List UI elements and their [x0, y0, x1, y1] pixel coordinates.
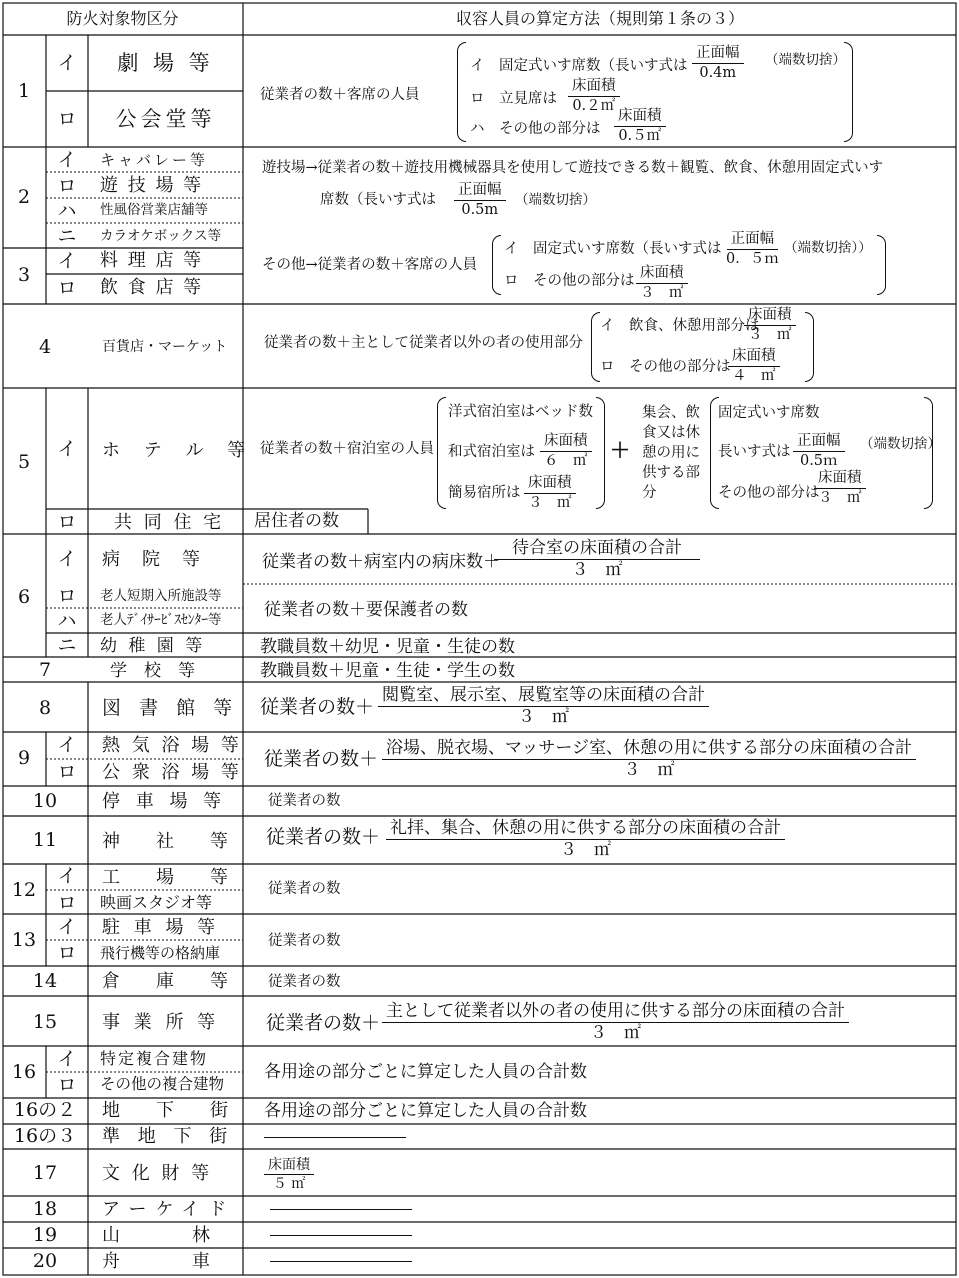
row18-not-applicable-line — [270, 1209, 412, 1210]
subclass-9-i: イ — [57, 734, 77, 756]
row2-gaming-line1: 遊技場→従業者の数＋遊技用機械器具を使用して遊技できる数＋観覧、飲食、休憩用固定式いす — [262, 160, 884, 176]
row-number-12: 12 — [11, 879, 37, 901]
class-name-public-hall: 公会堂等 — [115, 107, 216, 131]
subclass-6-ni: ニ — [57, 634, 77, 656]
class-name-library: 図 書 館 等 — [102, 697, 239, 719]
class-name-hangar: 飛行機等の格納庫 — [100, 944, 221, 962]
row-number-7: 7 — [38, 659, 52, 681]
row-number-14: 14 — [32, 970, 58, 992]
subclass-3-ro: ロ — [57, 277, 77, 299]
row7-formula: 教職員数＋児童・生徒・学生の数 — [260, 661, 515, 681]
row1-note-truncate: （端数切捨） — [765, 52, 846, 68]
class-name-day-service: 老人ﾃﾞｲｻｰﾋﾞｽｾﾝﾀｰ等 — [100, 612, 222, 628]
row-number-4: 4 — [38, 336, 52, 358]
class-name-specified-complex: 特定複合建物 — [100, 1049, 209, 1068]
class-name-arcade: アーケイド — [102, 1199, 236, 1220]
row-number-1: 1 — [17, 80, 31, 102]
row5-fraction-simple: 床面積 ３ ㎡ — [524, 476, 576, 510]
subclass-6-i: イ — [57, 548, 77, 570]
row5-assembly-4: 供する部 — [642, 465, 700, 481]
class-name-school: 学 校 等 — [110, 661, 195, 681]
row6-hospital-fraction: 待合室の床面積の合計 ３ ㎡ — [494, 540, 700, 579]
row4-item-i: イ 飲食、休憩用部分は — [600, 318, 760, 334]
row15-fraction: 主として従業者以外の者の使用に供する部分の床面積の合計 ３ ㎡ — [382, 1003, 849, 1042]
row5-assembly-1: 集会、飲 — [642, 405, 700, 421]
row6-kindergarten-formula: 教職員数＋幼児・児童・生徒の数 — [260, 637, 515, 657]
subclass-2-ro: ロ — [57, 175, 77, 197]
row-number-3: 3 — [17, 264, 31, 286]
row-number-10: 10 — [32, 790, 58, 812]
class-name-shrine: 神 社 等 — [102, 831, 228, 852]
class-name-underground-mall: 地 下 街 — [102, 1100, 228, 1121]
subclass-3-i: イ — [57, 250, 77, 272]
row16-2-formula: 各用途の部分ごとに算定した人員の合計数 — [264, 1101, 587, 1121]
row-number-2: 2 — [17, 186, 31, 208]
row8-formula-lead: 従業者の数＋ — [260, 696, 375, 718]
row5-assembly-2: 食又は休 — [642, 425, 700, 441]
class-name-adult-business: 性風俗営業店舗等 — [100, 202, 208, 218]
row23-right-brace — [877, 235, 886, 295]
row5-plus-sign: ＋ — [610, 438, 630, 462]
class-name-hotel: ホ テ ル 等 — [102, 440, 255, 461]
row1-fraction-i: 正面幅 0.4m — [692, 46, 744, 80]
row-number-16-3: 16の３ — [13, 1125, 77, 1147]
row-number-16: 16 — [11, 1061, 37, 1083]
class-name-theater: 劇 場 等 — [117, 51, 214, 75]
row16-formula: 各用途の部分ごとに算定した人員の合計数 — [264, 1062, 587, 1082]
row2-gaming-line2: 席数（長いす式は — [320, 192, 436, 208]
class-name-kindergarten: 幼 稚 園 等 — [100, 636, 206, 656]
row1-item-i: イ 固定式いす席数（長いす式は — [470, 58, 688, 74]
subclass-6-ha: ハ — [57, 610, 77, 632]
occupancy-table — [2, 2, 957, 1276]
row5-left-brace-a — [437, 397, 446, 509]
class-name-public-bath: 公 衆 浴 場 等 — [102, 762, 242, 783]
row-number-13: 13 — [11, 929, 37, 951]
row5-simple-lodging: 簡易宿所は — [448, 485, 521, 501]
row-number-8: 8 — [38, 697, 52, 719]
row5-western-rooms: 洋式宿泊室はベッド数 — [448, 404, 593, 420]
row-number-20: 20 — [32, 1250, 58, 1272]
row11-formula-lead: 従業者の数＋ — [266, 826, 381, 848]
row2-note-truncate: （端数切捨） — [515, 192, 596, 208]
row4-formula-lead: 従業者の数＋主として従業者以外の者の使用部分 — [264, 335, 583, 351]
row5-fixed-seats: 固定式いす席数 — [718, 405, 820, 421]
class-name-apartment: 共 同 住 宅 — [114, 512, 225, 533]
subclass-12-ro: ロ — [57, 892, 77, 914]
class-name-cabaret: キャバレー等 — [100, 151, 209, 169]
row9-fraction: 浴場、脱衣場、マッサージ室、休憩の用に供する部分の床面積の合計 ３ ㎡ — [382, 740, 916, 779]
row9-formula-lead: 従業者の数＋ — [264, 748, 379, 770]
row-number-9: 9 — [17, 747, 31, 769]
row15-formula-lead: 従業者の数＋ — [266, 1012, 381, 1034]
row23-other-lead: その他→従業者の数＋客席の人員 — [262, 257, 478, 273]
class-name-film-studio: 映画スタジオ等 — [100, 893, 213, 912]
row5-residents: 居住者の数 — [254, 511, 339, 531]
subclass-5-i: イ — [57, 438, 77, 460]
row-number-18: 18 — [32, 1198, 58, 1220]
class-name-station: 停 車 場 等 — [102, 791, 227, 812]
subclass-13-ro: ロ — [57, 942, 77, 964]
row4-fraction-i: 床面積 ３ ㎡ — [744, 308, 796, 342]
row5-right-brace-b — [924, 397, 933, 509]
subclass-16-i: イ — [57, 1048, 77, 1070]
row23-item-i: イ 固定式いす席数（長いす式は — [504, 241, 722, 257]
subclass-1-i: イ — [57, 52, 77, 74]
row14-formula: 従業者の数 — [268, 974, 341, 990]
row5-note-truncate: （端数切捨） — [860, 436, 941, 452]
row1-item-ro: ロ 立見席は — [470, 91, 557, 107]
row5-fraction-other: 床面積 ３ ㎡ — [814, 471, 866, 505]
row13-formula: 従業者の数 — [268, 933, 341, 949]
row4-right-brace — [805, 312, 814, 382]
row2-fraction-width: 正面幅 0.5m — [454, 183, 506, 217]
row5-right-brace-a — [596, 397, 605, 509]
class-name-other-complex: その他の複合建物 — [100, 1075, 225, 1093]
row5-bench-seats: 長いす式は — [718, 444, 791, 460]
subclass-2-ni: ニ — [57, 225, 77, 247]
class-name-hospital: 病 院 等 — [102, 549, 202, 570]
class-name-factory: 工 場 等 — [102, 867, 228, 888]
row-number-16-2: 16の２ — [13, 1099, 77, 1121]
class-name-restaurant: 飲 食 店 等 — [100, 277, 204, 298]
row-number-17: 17 — [32, 1162, 58, 1184]
class-name-warehouse: 倉 庫 等 — [102, 971, 228, 992]
row5-assembly-3: 憩の用に — [642, 445, 700, 461]
row1-fraction-ro: 床面積 0.２㎡ — [568, 79, 620, 113]
class-name-cultural-property: 文 化 財 等 — [102, 1163, 213, 1184]
subclass-9-ro: ロ — [57, 761, 77, 783]
row23-fraction-ro: 床面積 ３ ㎡ — [636, 266, 688, 300]
class-name-short-stay: 老人短期入所施設等 — [100, 588, 222, 604]
row1-item-ha: ハ その他の部分は — [470, 121, 601, 137]
row1-fraction-ha: 床面積 0.５㎡ — [614, 109, 666, 143]
class-name-karaoke: カラオケボックス等 — [100, 228, 222, 244]
row12-formula: 従業者の数 — [268, 881, 341, 897]
row-number-5: 5 — [17, 451, 31, 473]
class-name-department-store: 百貨店・マーケット — [102, 339, 228, 355]
row16-3-not-applicable-line — [264, 1137, 406, 1138]
class-name-amusement: 遊 技 場 等 — [100, 175, 204, 196]
row6-hospital-lead: 従業者の数＋病室内の病床数＋ — [262, 552, 500, 572]
row23-item-ro: ロ その他の部分は — [504, 273, 635, 289]
subclass-2-i: イ — [57, 149, 77, 171]
row23-note-truncate: （端数切捨）） — [784, 240, 872, 256]
subclass-6-ro: ロ — [57, 585, 77, 607]
row20-not-applicable-line — [270, 1261, 412, 1262]
row4-left-brace — [591, 312, 600, 382]
class-name-office: 事 業 所 等 — [102, 1012, 220, 1033]
class-name-quasi-underground: 準 地 下 街 — [102, 1126, 234, 1147]
row5-japanese-rooms: 和式宿泊室は — [448, 444, 535, 460]
row6-care-formula: 従業者の数＋要保護者の数 — [264, 600, 468, 620]
row10-formula: 従業者の数 — [268, 793, 341, 809]
row-number-6: 6 — [17, 586, 31, 608]
row19-not-applicable-line — [270, 1235, 412, 1236]
row4-fraction-ro: 床面積 ４ ㎡ — [728, 349, 780, 383]
subclass-13-i: イ — [57, 916, 77, 938]
row5-fraction-japanese: 床面積 ６ ㎡ — [540, 434, 592, 468]
subclass-12-i: イ — [57, 865, 77, 887]
row5-assembly-5: 分 — [642, 485, 657, 501]
subclass-2-ha: ハ — [57, 200, 77, 222]
class-name-vehicles: 舟 車 — [102, 1251, 210, 1272]
class-name-steam-bath: 熱 気 浴 場 等 — [102, 735, 242, 756]
row5-fraction-bench: 正面幅 0.5ｍ — [793, 434, 845, 468]
row23-left-brace — [492, 235, 501, 295]
row1-left-brace — [457, 42, 466, 142]
row5-formula-lead: 従業者の数＋宿泊室の人員 — [260, 441, 434, 457]
row5-other-parts: その他の部分は — [718, 485, 820, 501]
class-name-ryoriten: 料 理 店 等 — [100, 250, 204, 271]
row23-fraction-i: 正面幅 0．５ｍ — [726, 231, 779, 267]
row-number-11: 11 — [32, 829, 58, 851]
subclass-5-ro: ロ — [57, 511, 77, 533]
header-calculation-method: 収容人員の算定方法（規則第１条の３） — [455, 9, 744, 28]
row11-fraction: 礼拝、集合、休憩の用に供する部分の床面積の合計 ３ ㎡ — [386, 820, 785, 859]
class-name-parking: 駐 車 場 等 — [102, 917, 220, 938]
row-number-15: 15 — [32, 1011, 58, 1033]
header-classification: 防火対象物区分 — [66, 9, 179, 28]
subclass-1-ro: ロ — [57, 108, 77, 130]
row4-item-ro: ロ その他の部分は — [600, 359, 731, 375]
row17-fraction: 床面積 ５ ㎡ — [264, 1158, 314, 1191]
row-number-19: 19 — [32, 1224, 58, 1246]
subclass-16-ro: ロ — [57, 1074, 77, 1096]
class-name-forest: 山 林 — [102, 1225, 210, 1246]
row8-fraction: 閲覧室、展示室、展覧室等の床面積の合計 ３ ㎡ — [378, 687, 709, 726]
row1-formula-lead: 従業者の数＋客席の人員 — [260, 87, 420, 103]
